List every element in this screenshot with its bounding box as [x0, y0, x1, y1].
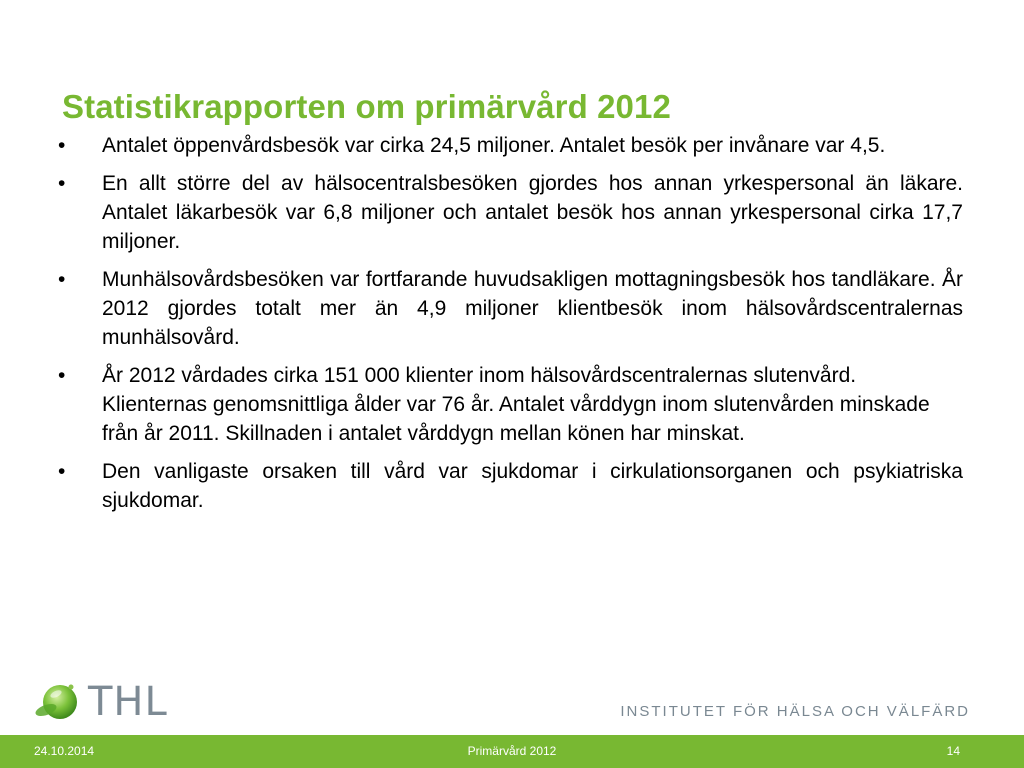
bullet-dot: •	[58, 364, 66, 387]
slide-title: Statistikrapporten om primärvård 2012	[62, 88, 671, 125]
bullet-item	[58, 169, 963, 256]
bullet-text: En allt större del av hälsocentralsbesöken gjordes hos annan yrkespersonal än läkare. Antalet läkarbesök var 6,8 miljoner och antalet besök hos annan yrkespersonal cirka 17,7 miljoner.	[102, 172, 963, 253]
bullet-dot: •	[58, 268, 66, 291]
bullet-list	[58, 131, 963, 524]
bullet-item	[58, 361, 963, 448]
bullet-dot: •	[58, 134, 66, 157]
bullet-item	[58, 265, 963, 352]
thl-logo	[34, 680, 168, 724]
page-number: 14	[946, 744, 960, 758]
bullet-dot: •	[58, 172, 66, 195]
institute-name: INSTITUTET FÖR HÄLSA OCH VÄLFÄRD	[620, 703, 970, 720]
bullet-text: Den vanligaste orsaken till vård var sjukdomar i cirkulationsorganen och psykiatriska sjukdomar.	[102, 460, 963, 512]
bullet-dot: •	[58, 460, 66, 483]
logo-text: THL	[88, 679, 168, 725]
footer-bar	[0, 735, 1024, 768]
bullet-text: Munhälsovårdsbesöken var fortfarande huvudsakligen mottagningsbesök hos tandläkare. År 2012 gjordes totalt mer än 4,9 miljoner klientbesök inom hälsovårdscentralernas munhälsovård.	[102, 268, 963, 349]
footer-title: Primärvård 2012	[467, 744, 557, 758]
bullet-item	[58, 457, 963, 515]
bullet-item	[58, 131, 963, 160]
green-globe-icon	[34, 680, 82, 724]
bullet-text: År 2012 vårdades cirka 151 000 klienter inom hälsovårdscentralernas slutenvård. Klienternas genomsnittliga ålder var 76 år. Antalet vårddygn inom slutenvården minskade från år 2011. Skillnaden i antalet vårddygn mellan könen har minskat.	[102, 364, 930, 445]
bullet-text: Antalet öppenvårdsbesök var cirka 24,5 miljoner. Antalet besök per invånare var 4,5.	[102, 134, 886, 157]
footer-date: 24.10.2014	[34, 744, 95, 758]
